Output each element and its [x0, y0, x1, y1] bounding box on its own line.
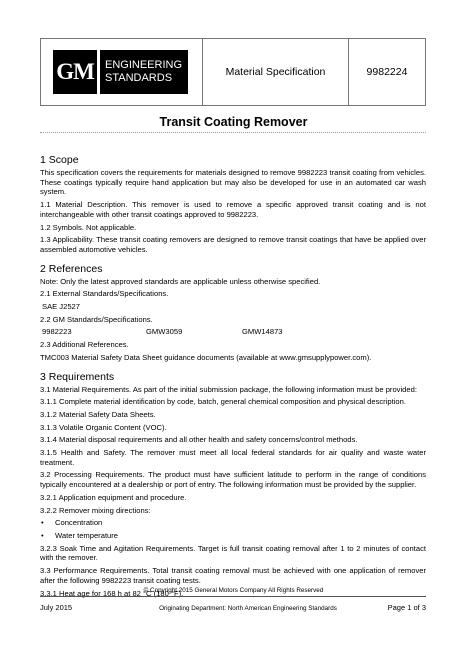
gm-reference-list	[40, 327, 426, 337]
section-heading-scope: 1 Scope	[40, 154, 79, 166]
list-item-text: Concentration	[55, 518, 103, 528]
paragraph: 3.1.3 Volatile Organic Content (VOC).	[40, 422, 167, 432]
paragraph: 2.3 Additional References.	[40, 340, 129, 350]
document-body	[40, 154, 426, 601]
paragraph: TMC003 Material Safety Data Sheet guidance documents (available at www.gmsupplypower.com).	[40, 352, 372, 362]
reference-item: 9982223	[42, 327, 72, 337]
bullet-icon: •	[41, 530, 44, 540]
section-heading-references: 2 References	[40, 262, 103, 275]
list-item	[40, 518, 426, 528]
reference-item: GMW14873	[242, 327, 283, 337]
paragraph: 2.1 External Standards/Specifications.	[40, 289, 169, 299]
page-number: Page 1 of 3	[387, 603, 426, 612]
bullet-icon: •	[41, 518, 44, 528]
paragraph: 3.3.1 Heat age for 168 h at 82 °C (180 °F).	[40, 588, 184, 598]
paragraph: 1.3 Applicability. These transit coating removers are designed to remove transit coatings that have be applied over assembled automotive vehicles.	[40, 235, 426, 254]
spec-number: 9982224	[366, 66, 408, 78]
list-item	[40, 531, 426, 541]
paragraph: 3.2.1 Application equipment and procedure.	[40, 492, 187, 502]
title-divider	[40, 132, 426, 133]
paragraph: 3.3 Performance Requirements. Total transit coating removal must be achieved with one application of remover after the following 9982223 transit coating tests.	[40, 566, 426, 585]
gm-logo: GM	[53, 50, 97, 94]
document-header	[40, 38, 426, 106]
footer-department: Originating Department: North American Engineering Standards	[159, 605, 337, 612]
footer-date: July 2015	[40, 603, 73, 612]
paragraph: 3.2.3 Soak Time and Agitation Requirements. Target is full transit coating removal after 1 to 2 minutes of contact with the remover.	[40, 543, 426, 563]
paragraph: Note: Only the latest approved standards are applicable unless otherwise specified.	[40, 276, 321, 286]
copyright-notice: © Copyright 2015 General Motors Company All Rights Reserved	[143, 587, 324, 594]
paragraph: 3.1 Material Requirements. As part of the initial submission package, the following information must be provided:	[40, 384, 417, 394]
engineering-standards-box	[100, 50, 188, 94]
paragraph: 1.2 Symbols. Not applicable.	[40, 222, 137, 232]
paragraph: 3.1.1 Complete material identification by code, batch, general chemical composition and physical description.	[40, 397, 406, 407]
eng-line2: STANDARDS	[105, 72, 173, 84]
page-footer	[40, 596, 426, 612]
paragraph: 3.1.5 Health and Safety. The remover must meet all local federal standards for air quality and waste water treatment.	[40, 448, 426, 467]
page-title: Transit Coating Remover	[159, 115, 308, 129]
paragraph: 1.1 Material Description. This remover is used to remove a specific approved transit coating and is not interchangeable with other transit coatings approved to 9982223.	[40, 200, 426, 219]
paragraph: 3.1.4 Material disposal requirements and all other health and safety concerns/control methods.	[40, 435, 358, 445]
reference-item: SAE J2527	[42, 302, 80, 312]
section-heading-requirements: 3 Requirements	[40, 370, 115, 383]
paragraph: 2.2 GM Standards/Specifications.	[40, 314, 153, 324]
paragraph: 3.1.2 Material Safety Data Sheets.	[40, 409, 156, 419]
list-item-text: Water temperature	[55, 530, 119, 540]
paragraph: This specification covers the requirements for materials designed to remove 9982223 transit coating from vehicles. These coatings typically require hand application but may also be developed for use in an automated car wash system.	[40, 168, 426, 197]
paragraph: 3.2 Processing Requirements. The product must have sufficient latitude to perform in the range of conditions typically encountered at a dealership or port of entry. The following information must be provided by the supplier.	[40, 470, 426, 490]
reference-item: GMW3059	[146, 327, 183, 337]
spec-label: Material Specification	[203, 39, 349, 105]
logo-cell	[41, 39, 203, 105]
paragraph: 3.2.2 Remover mixing directions:	[40, 505, 151, 515]
eng-line1: ENGINEERING	[105, 59, 183, 71]
